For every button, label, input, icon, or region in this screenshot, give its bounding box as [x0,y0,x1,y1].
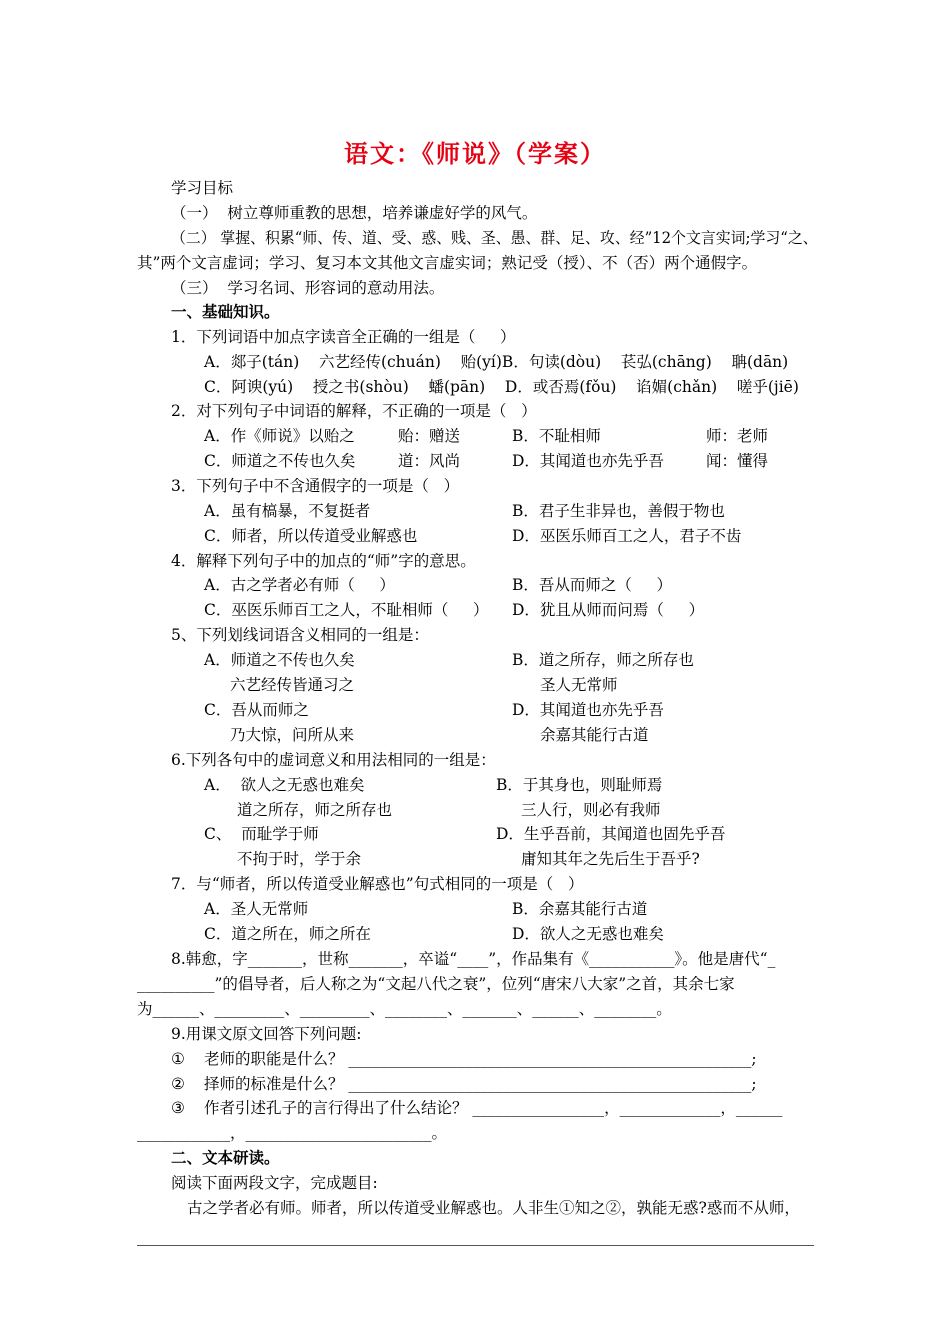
q2-option: A．作《师说》以贻之 [204,427,355,445]
q2-option: B．不耻相师 [512,427,601,445]
q2-gloss: 师：老师 [706,427,769,445]
q9-item: 老师的职能是什么？ ____________________________________________________; [204,1050,757,1068]
q8-line: 为______、_________、_________、________、_______、______、________。 [137,1000,672,1018]
q6-option-line2: 庸知其年之先后生于吾乎? [521,850,700,868]
objectives-heading: 学习目标 [171,179,234,197]
q4-stem: 4．解释下列句子中的加点的“师”字的意思。 [171,552,476,570]
q6-option-line2: 三人行，则必有我师 [521,801,661,819]
page-title: 语文：《师说》（学案） [344,139,606,168]
objective-2-cont: 其”两个文言虚词；学习、复习本文其他文言虚实词；熟记受（授）、不（否）两个通假字。 [137,254,758,272]
q3-stem: 3．下列句子中不含通假字的一项是（ ） [171,477,460,495]
q6-option-line2: 不拘于时，学于余 [237,850,362,868]
q5-option-line2: 圣人无常师 [540,676,618,694]
q1-stem: 1．下列词语中加点字读音全正确的一组是（ ） [171,328,516,346]
q9-marker: ② [171,1075,185,1093]
q9-item: 作者引述孔子的言行得出了什么结论？ _________________，_____________，______ [204,1099,783,1117]
q9-marker: ③ [171,1099,185,1117]
q9-item: 择师的标准是什么？ ____________________________________________________; [204,1075,757,1093]
section2-intro: 阅读下面两段文字，完成题目: [171,1174,378,1192]
q2-gloss: 贻：赠送 [398,427,461,445]
q6-option-line2: 道之所存，师之所存也 [237,801,393,819]
q5-option-line2: 六艺经传皆通习之 [230,676,355,694]
q7-option: A．圣人无常师 [204,900,309,918]
q9-tail: ____________，________________________。 [137,1124,448,1142]
q4-option: B．吾从而师之（ ） [512,576,673,594]
q6-option: C、 而耻学于师 [204,825,319,843]
q5-option-line2: 乃大惊，问所从来 [230,726,355,744]
q8-line: __________”的倡导者，后人称之为“文起八代之衰”，位列“唐宋八大家”之首，其余七家 [137,975,735,993]
q5-option: D．其闻道也亦先乎吾 [512,701,664,719]
q2-stem: 2．对下列句子中词语的解释，不正确的一项是（ ） [171,402,537,420]
section2-heading: 二、文本研读。 [171,1148,280,1167]
section1-heading: 一、基础知识。 [171,302,280,321]
q6-stem: 6.下列各句中的虚词意义和用法相同的一组是： [171,751,496,769]
q2-gloss: 道：风尚 [398,452,461,470]
q7-option: C．道之所在，师之所在 [204,925,371,943]
objective-3: （三） 学习名词、形容词的意动用法。 [171,279,445,297]
q3-option: A．虽有槁暴，不复挺者 [204,502,371,520]
q2-gloss: 闻：懂得 [706,452,769,470]
q3-option: C．师者，所以传道受业解惑也 [204,527,418,545]
q6-option: D．生乎吾前，其闻道也固先乎吾 [496,825,726,843]
q5-option: B．道之所存，师之所存也 [512,651,694,669]
q4-option: C．巫医乐师百工之人，不耻相师（ ） [204,601,489,619]
section2-passage: 古之学者必有师。师者，所以传道受业解惑也。人非生①知之②，孰能无惑?惑而不从师， [187,1199,800,1217]
objective-1: （一） 树立尊师重教的思想，培养谦虚好学的风气。 [171,204,538,222]
q7-stem: 7．与“师者，所以传道受业解惑也”句式相同的一项是（ ） [171,875,584,893]
q6-option: B．于其身也，则耻师焉 [496,776,663,794]
q7-option: B．余嘉其能行古道 [512,900,648,918]
q1-row: A．郯子(tán) 六艺经传(chuán) 贻(yí)B．句读(dòu) 苌弘(chāng) 聃(dān) [204,353,789,371]
q5-stem: 5、下列划线词语含义相同的一组是： [171,626,429,644]
q4-option: D．犹且从师而问焉（ ） [512,601,705,619]
objective-2: （二） 掌握、积累“师、传、道、受、惑、贱、圣、愚、群、足、攻、经”12个文言实词;学习“之、 [171,229,818,247]
q2-option: C．师道之不传也久矣 [204,452,356,470]
q4-option: A．古之学者必有师（ ） [204,576,395,594]
q5-option-line2: 余嘉其能行古道 [540,726,649,744]
footer-divider [137,1245,814,1246]
q5-option: A．师道之不传也久矣 [204,651,355,669]
q1-row: C．阿谀(yú) 授之书(shòu) 蟠(pān) D．或否焉(fǒu) 谄媚(chǎn) 嗟乎(jiē) [204,378,799,396]
q8-line: 8.韩愈，字_______，世称_______，卒谥“____”，作品集有《___________》。他是唐代“_ [171,950,776,968]
q5-option: C．吾从而师之 [204,701,309,719]
q2-option: D．其闻道也亦先乎吾 [512,452,664,470]
q6-option: A． 欲人之无惑也难矣 [204,776,365,794]
q9-marker: ① [171,1050,185,1068]
q9-stem: 9.用课文原文回答下列问题: [171,1025,362,1043]
q3-option: D．巫医乐师百工之人，君子不齿 [512,527,742,545]
q3-option: B．君子生非异也，善假于物也 [512,502,725,520]
q7-option: D．欲人之无惑也难矣 [512,925,664,943]
